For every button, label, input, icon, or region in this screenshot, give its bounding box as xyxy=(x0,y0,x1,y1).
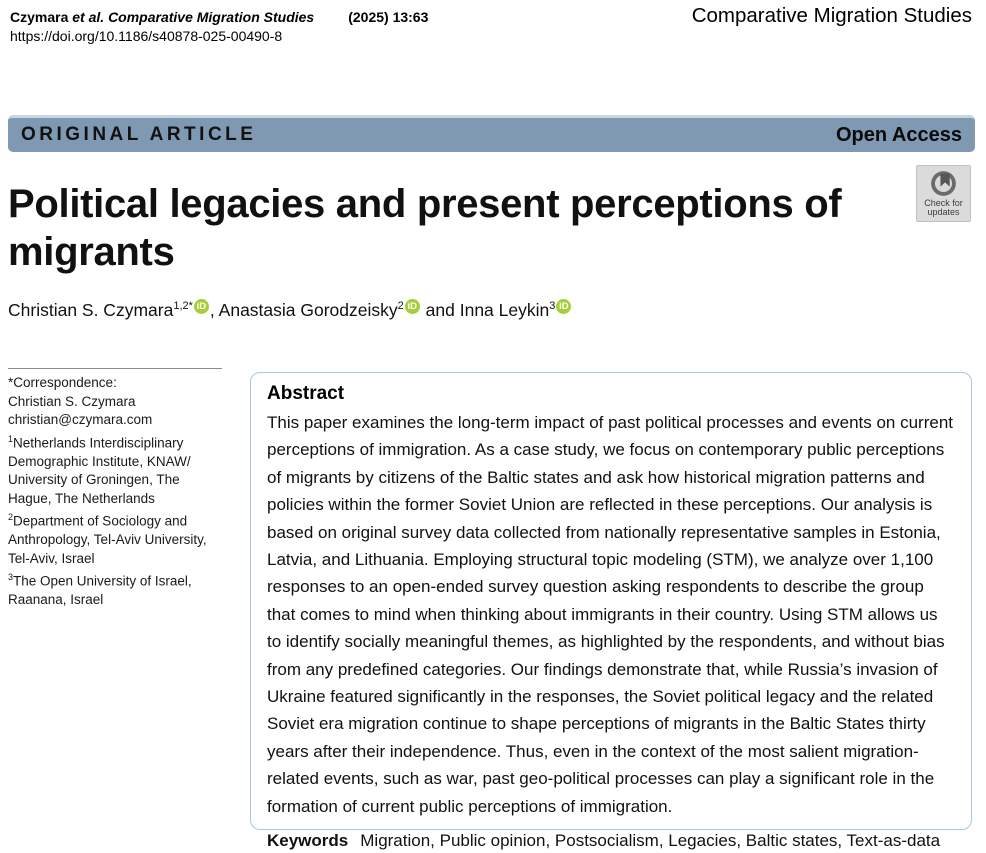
correspondence-email[interactable]: christian@czymara.com xyxy=(8,412,153,427)
orcid-icon[interactable]: iD xyxy=(405,299,420,314)
author-name-1: Christian S. Czymara xyxy=(8,299,174,320)
keywords-label: Keywords xyxy=(267,831,349,851)
citation-issue: (2025) 13:63 xyxy=(348,9,429,25)
crossmark-icon xyxy=(930,170,957,197)
open-access-label: Open Access xyxy=(836,123,962,146)
author-sup-1: 1,2* xyxy=(173,300,193,312)
citation-block xyxy=(10,8,428,46)
keywords-text: Migration, Public opinion, Postsocialism, Legacies, Baltic states, Text-as-data xyxy=(360,831,941,851)
article-type-banner xyxy=(8,115,975,152)
affiliation-1: $^1$Netherlands Interdisciplinary Demographic Institute, KNAW/​University of Groningen, The Hague, The Netherlands xyxy=(8,433,191,506)
correspondence-label: *Correspondence: xyxy=(8,375,117,390)
correspondence-name: Christian S. Czymara xyxy=(8,393,136,409)
citation-journal-text: Comparative Migration Studies xyxy=(108,9,315,25)
author-name-3: Inna Leykin xyxy=(459,299,550,320)
author-list xyxy=(8,299,572,321)
check-updates-badge[interactable] xyxy=(916,165,971,222)
abstract-text: This paper examines the long-term impact of past political processes and events on current perceptions of immigration. As a case study, we focus on contemporary public perceptions of migrants by citizens of the Baltic states and ask how historical migration patterns and policies within the former Soviet Union are reflected in these perceptions. Our analysis is based on original survey data collected from nationally representative samples in Estonia, Latvia, and Lithuania. Employing structural topic modeling (STM), we analyze over 1,100 responses to an open-ended survey question asking respondents to describe the group that comes to mind when thinking about immigrants in their country. Using STM allows us to identify socially meaningful themes, as highlighted by the respondents, and without bias from any predefined categories. Our findings demonstrate that, while Russia’s invasion of Ukraine featured significantly in the responses, the Soviet political legacy and the related Soviet era migration continue to shape perceptions of migrants in the Baltic States thirty years after their independence. Thus, even in the context of the most salient migration-related events, such as war, past geo-political processes can play a significant role in the formation of current public perceptions of immigration. xyxy=(267,413,954,816)
correspondence-rule xyxy=(8,368,222,369)
check-updates-label: Check for updates xyxy=(924,197,963,217)
citation-authors: Czymara xyxy=(10,9,69,25)
affiliation-3: $^3$The Open University of Israel, Raanana, Israel xyxy=(8,572,192,607)
correspondence-block xyxy=(8,360,226,610)
author-separator: and xyxy=(420,299,460,320)
author-sup-3: 3 xyxy=(549,300,556,312)
keywords-line xyxy=(267,829,955,853)
doi-link[interactable]: https://doi.org/10.1186/s40878-025-00490-8 xyxy=(10,28,283,44)
citation-etal-text: et al. xyxy=(72,9,105,25)
orcid-icon[interactable]: iD xyxy=(194,299,209,314)
abstract-panel xyxy=(250,372,972,851)
affiliation-2: $^2$Department of Sociology and Anthropology, Tel-Aviv University, Tel-Aviv, Israel xyxy=(8,512,207,566)
page-title: Political legacies and present perceptions of migrants xyxy=(8,182,842,274)
author-name-2: Anastasia Gorodzeisky xyxy=(218,299,398,320)
article-type-label: ORIGINAL ARTICLE xyxy=(21,124,257,145)
orcid-icon[interactable]: iD xyxy=(556,299,571,314)
abstract-heading: Abstract xyxy=(267,383,345,404)
journal-name: Comparative Migration Studies xyxy=(691,4,972,27)
citation-line xyxy=(10,8,428,27)
author-separator: , xyxy=(209,299,219,320)
author-sup-2: 2 xyxy=(397,300,404,312)
